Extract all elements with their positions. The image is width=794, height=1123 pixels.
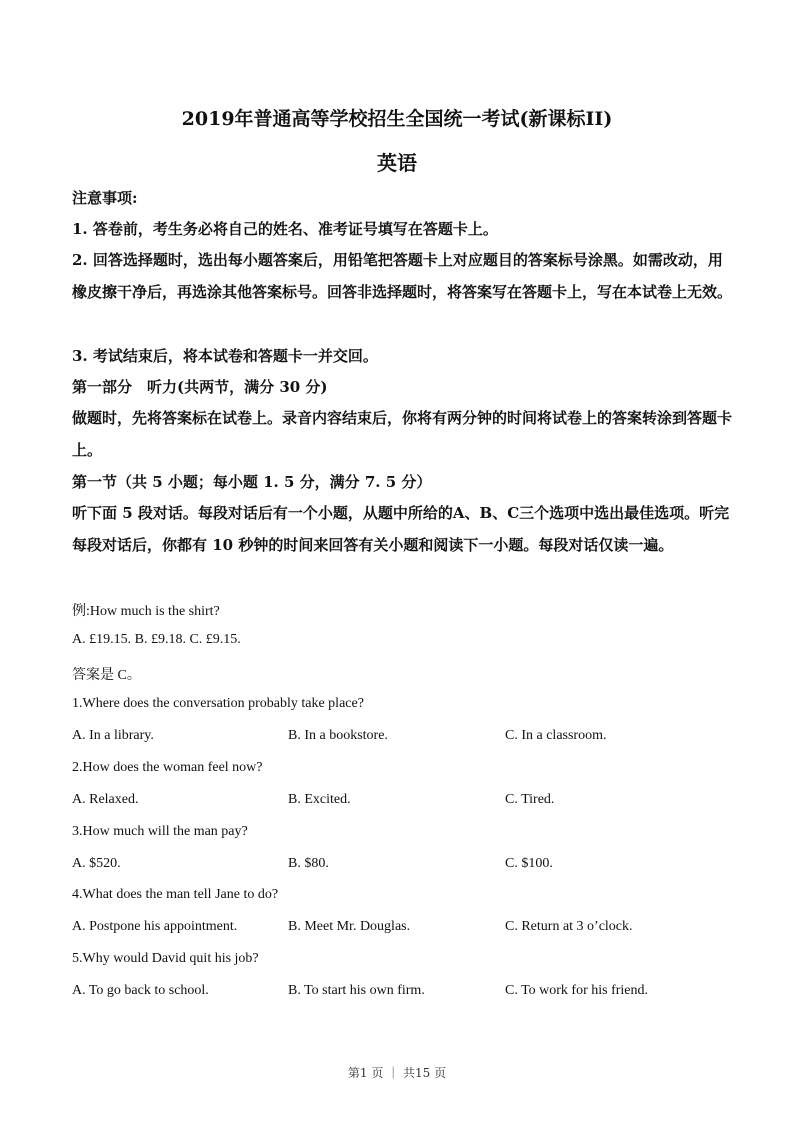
section1-instruction: 听下面 5 段对话。每段对话后有一个小题，从题中所给的A、B、C三个选项中选出最佳选项。听完每段对话后，你都有 10 秒钟的时间来回答有关小题和阅读下一小题。每段对话仅读一遍。 — [72, 504, 730, 554]
question-2-option-c: C. Tired. — [505, 792, 555, 807]
page-title: 2019年普通高等学校招生全国统一考试(新课标II) — [181, 108, 613, 130]
question-3-option-b: B. $80. — [288, 856, 329, 871]
question-1: 1.Where does the conversation probably take place? — [72, 696, 364, 711]
notes-item-3: 3. 考试结束后，将本试卷和答题卡一并交回。 — [72, 347, 378, 365]
question-4: 4.What does the man tell Jane to do? — [72, 887, 279, 902]
question-4-option-b: B. Meet Mr. Douglas. — [288, 919, 411, 934]
question-1-option-a: A. In a library. — [72, 728, 154, 743]
question-5-option-c: C. To work for his friend. — [505, 983, 649, 998]
question-3-option-a: A. $520. — [72, 856, 121, 871]
question-1-option-c: C. In a classroom. — [505, 728, 607, 743]
question-2-option-b: B. Excited. — [288, 792, 351, 807]
question-3: 3.How much will the man pay? — [72, 824, 248, 839]
example-answer: 答案是 C。 — [72, 668, 141, 683]
part1-instruction: 做题时，先将答案标在试卷上。录音内容结束后，你将有两分钟的时间将试卷上的答案转涂到答题卡上。 — [72, 409, 733, 459]
question-5-option-a: A. To go back to school. — [72, 983, 209, 998]
question-4-option-a: A. Postpone his appointment. — [72, 919, 238, 934]
section1-heading: 第一节（共 5 小题；每小题 1. 5 分，满分 7. 5 分） — [72, 473, 432, 491]
page-footer: 第1 页 ｜ 共15 页 — [347, 1066, 447, 1080]
question-2: 2.How does the woman feel now? — [72, 760, 263, 775]
notes-item-2: 2. 回答选择题时，选出每小题答案后，用铅笔把答题卡上对应题目的答案标号涂黑。如需改动，用橡皮擦干净后，再选涂其他答案标号。回答非选择题时，将答案写在答题卡上，写在本试卷上无效。 — [72, 251, 733, 301]
question-5-option-b: B. To start his own firm. — [288, 983, 425, 998]
page-subtitle: 英语 — [377, 151, 417, 175]
question-5: 5.Why would David quit his job? — [72, 951, 259, 966]
question-2-option-a: A. Relaxed. — [72, 792, 139, 807]
question-1-option-b: B. In a bookstore. — [288, 728, 388, 743]
notes-item-1: 1. 答卷前，考生务必将自己的姓名、准考证号填写在答题卡上。 — [72, 220, 498, 238]
part1-heading: 第一部分 听力(共两节，满分 30 分) — [72, 378, 328, 396]
notes-heading: 注意事项: — [72, 189, 138, 207]
example-question: 例:How much is the shirt? — [72, 604, 220, 619]
example-options: A. £19.15. B. £9.18. C. £9.15. — [72, 632, 241, 647]
question-4-option-c: C. Return at 3 o’clock. — [505, 919, 633, 934]
question-3-option-c: C. $100. — [505, 856, 553, 871]
